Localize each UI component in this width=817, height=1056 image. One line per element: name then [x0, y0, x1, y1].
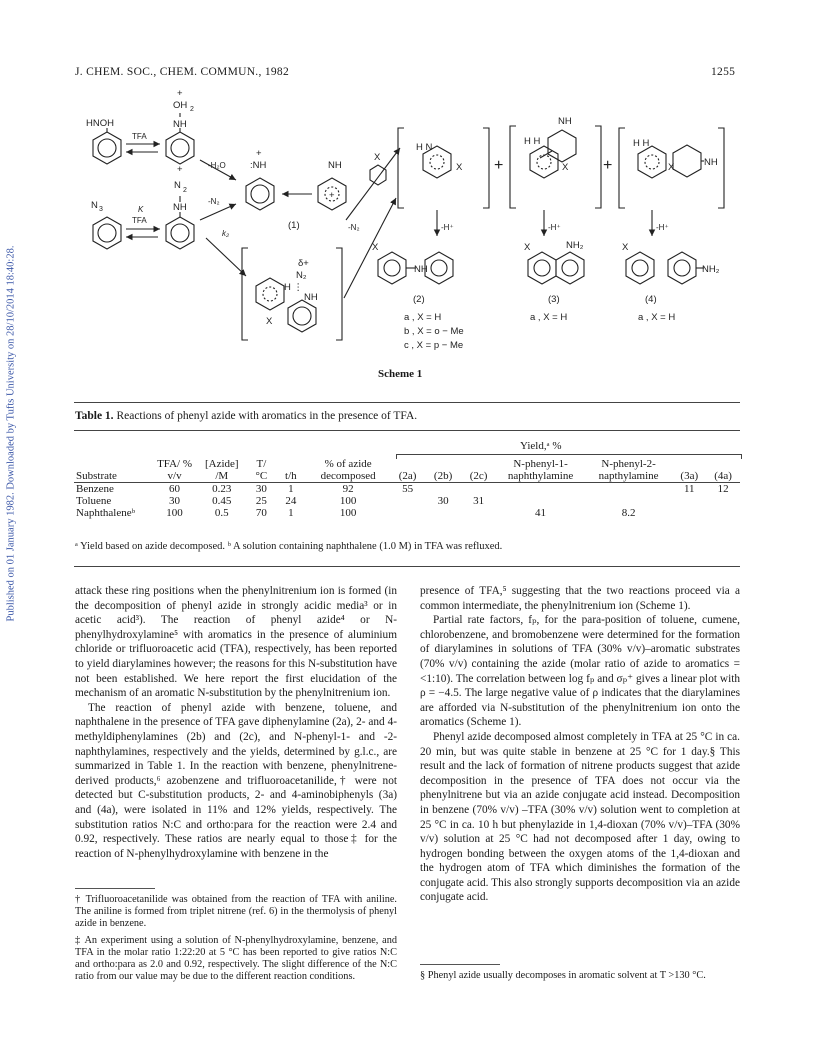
label-x-d: X — [668, 162, 675, 173]
table-cell: 0.45 — [212, 495, 232, 507]
table-cell — [461, 507, 496, 519]
table-row — [74, 495, 740, 507]
ring-ortho-imine — [548, 130, 576, 162]
table-cell: 0.23 — [212, 483, 232, 495]
label-2c: c , X = p − Me — [404, 340, 464, 351]
label-x-a: X — [456, 162, 463, 173]
table-header-rule — [74, 430, 740, 431]
label-nh2-p4: NH₂ — [702, 264, 720, 275]
table-cell — [672, 507, 706, 519]
table-cell — [425, 483, 461, 496]
table-cell: 30 — [169, 495, 181, 507]
label-x-substrate: X — [374, 152, 381, 163]
download-note — [2, 240, 17, 630]
label-compound-2: (2) — [413, 294, 425, 305]
journal-header: J. CHEM. SOC., CHEM. COMMUN., 1982 — [75, 66, 290, 78]
sigma-complex-ring — [256, 278, 284, 310]
label-compound-1: (1) — [288, 220, 300, 231]
col-header: t/h — [285, 470, 297, 482]
footnote-rule — [75, 888, 155, 889]
footnote-right: § Phenyl azide usually decomposes in aromatic solvent at T >130 °C. — [420, 970, 706, 981]
table-top-rule — [74, 402, 740, 403]
product-3-rings — [528, 252, 584, 284]
table-bottom-rule — [74, 566, 740, 567]
label-oh2-charge: + — [177, 88, 183, 99]
download-note-text: Published on 01 January 1982. Downloaded by Tufts University on 28/10/2014 18:40:28. — [5, 245, 17, 622]
label-minus-n2-b: -N₂ — [348, 223, 360, 232]
table-cell — [390, 495, 425, 507]
scheme-labels — [86, 88, 720, 351]
label-x-p3: X — [524, 242, 531, 253]
table-cell — [672, 495, 706, 507]
col-header: (4a) — [714, 470, 732, 482]
table-cell — [425, 507, 461, 519]
label-x-b: X — [266, 316, 273, 327]
table-cell — [585, 495, 673, 507]
label-nh2-p3: NH₂ — [566, 240, 584, 251]
table-caption — [75, 410, 417, 422]
label-n2-sub: 2 — [183, 187, 187, 194]
product-ring-ortho — [530, 146, 558, 178]
benzene-ring-substrate — [370, 165, 386, 185]
scheme-caption: Scheme 1 — [378, 368, 423, 380]
col-header: [Azide] /M — [204, 458, 239, 482]
label-3a: a , X = H — [530, 312, 568, 323]
label-x-p2: X — [372, 242, 379, 253]
paragraph: presence of TFA,⁵ suggesting that the two reactions proceed via a common intermediate, the phenylnitrenium ion (Scheme 1). — [420, 585, 740, 612]
paragraph: attack these ring positions when the phenylnitrenium ion is formed (in the decomposition of phenyl azide in strongly acidic media³ or in acetic acid³). The reaction of phenyl azide⁴ or N-phenylhydroxylamine⁵ with aromatics in the presence of aluminium chloride or trifluoroacetic acid (TFA), respectively, has been reported to yield diarylamines however; the reasons for this N-substitution have not been established. We here report the first elucidation of the mechanism of an aromatic N-substitution by the phenylnitrenium ion. — [75, 585, 397, 700]
scheme-bonds — [107, 113, 704, 268]
label-minus-h2o: -H₂O — [208, 161, 226, 170]
table-cell — [461, 483, 496, 496]
footnote: ‡ An experiment using a solution of N-phenylhydroxylamine, benzene, and TFA in the molar ratio 1:22:20 at 5 °C has been reported to give ratios N:C and ortho:para as 2.0 and 0.92, respectively. The slight difference of the N:C ratio from our value may be due to the different reaction conditions. — [75, 935, 397, 982]
paragraph: Partial rate factors, fₚ, for the para-position of toluene, cumene, chlorobenzene, and bromobenzene were determined for the formation of diarylamines in solutions of TFA (30% v/v)–aromatic substrates (70% v/v) containing the azide (molar ratio of azide to aromatics = <1:10). The correlation between log fₚ and σₚ⁺ gives a linear plot with ρ = −4.5. The large negative value of ρ indicates that the diarylamines are afforded via N-substitution of the phenylnitrenium ion onto the aromatics (Scheme 1). — [420, 614, 740, 729]
label-x-c: X — [562, 162, 569, 173]
label-n3: N — [91, 200, 98, 211]
table-cell: 11 — [683, 483, 695, 495]
reaction-scheme — [78, 88, 738, 370]
label-tfa-2: TFA — [132, 216, 147, 225]
col-header: N-phenyl-1- naphthylamine — [507, 458, 574, 482]
col-header: (2a) — [398, 470, 417, 482]
label-oh2: OH — [173, 100, 188, 111]
col-header: (3a) — [680, 470, 699, 482]
table-cell — [585, 483, 673, 496]
label-4a: a , X = H — [638, 312, 676, 323]
col-header: T/ °C — [255, 458, 268, 482]
table-caption-label: Table 1. — [75, 410, 114, 422]
label-compound-3: (3) — [548, 294, 560, 305]
table-cell: Toluene — [76, 495, 112, 507]
col-header: Substrate — [76, 470, 117, 482]
label-nh-cation: NH — [328, 160, 342, 171]
label-sum-2: + — [603, 157, 613, 174]
label-nitrenium-charge: + — [256, 148, 262, 159]
product-ring-para — [638, 146, 666, 178]
label-nh: NH — [173, 119, 187, 130]
label-minus-h-2: -H⁺ — [548, 223, 561, 232]
label-n2-b: N₂ — [296, 270, 307, 281]
label-oh2-sub: 2 — [190, 106, 194, 113]
table-cell: 100 — [166, 507, 183, 519]
label-n2: N — [174, 180, 181, 191]
table-cell: 8.2 — [621, 507, 636, 519]
table-footnote: ᵃ Yield based on azide decomposed. ᵇ A solution containing naphthalene (1.0 M) in TFA was refluxed. — [75, 541, 503, 552]
table-cell: 60 — [169, 483, 181, 495]
label-n3-sub: 3 — [99, 206, 103, 213]
product-4-rings — [626, 252, 696, 284]
table-cell: 100 — [339, 507, 357, 519]
footnote: † Trifluoroacetanilide was obtained from the reaction of TFA with aniline. The aniline is formed from triplet nitrene (ref. 6) in the thermolysis of phenyl azide in benzene. — [75, 894, 397, 929]
label-k2: k₂ — [222, 229, 230, 238]
benzene-ring-hydroxylamine — [93, 132, 121, 164]
table-cell: 25 — [255, 495, 267, 507]
label-h-dots: H ⋮ — [284, 282, 303, 293]
table-cell: Benzene — [76, 483, 114, 495]
label-2a: a , X = H — [404, 312, 442, 323]
label-nh-top: NH — [558, 116, 572, 127]
label-nh-right: NH — [704, 157, 718, 168]
label-tfa-1: TFA — [132, 132, 147, 141]
col-header: (2c) — [469, 470, 488, 482]
label-h-n: H N — [416, 142, 433, 153]
table-header-row — [74, 458, 740, 483]
table-cell — [706, 495, 740, 507]
col-header: (2b) — [433, 470, 453, 482]
table-cell: 0.5 — [214, 507, 229, 519]
label-nh-p2: NH — [414, 264, 428, 275]
label-sum-1: + — [494, 157, 504, 174]
table-row — [74, 483, 740, 496]
table-row — [74, 507, 740, 519]
label-minus-n2-a: -N₂ — [208, 197, 220, 206]
table-cell: 30 — [255, 483, 267, 495]
label-nitrenium-nh: :NH — [250, 160, 267, 171]
page-number: 1255 — [711, 66, 736, 78]
benzene-ring-n2-nh — [166, 217, 194, 249]
right-column — [420, 584, 740, 905]
results-table — [74, 458, 740, 519]
table-cell — [706, 507, 740, 519]
table-cell: 24 — [285, 495, 297, 507]
table-cell — [390, 507, 425, 519]
yield-header: Yield,ᵃ % — [520, 440, 562, 452]
col-header: N-phenyl-2- napthylamine — [598, 458, 659, 482]
table-cell: 31 — [473, 495, 485, 507]
footnotes-left — [75, 894, 397, 988]
table-caption-text: Reactions of phenyl azide with aromatics in the presence of TFA. — [113, 410, 418, 422]
label-minus-h-1: -H⁺ — [441, 223, 454, 232]
benzene-ring-oh2-nh — [166, 132, 194, 164]
table-cell — [496, 483, 584, 496]
table-cell: 41 — [535, 507, 547, 519]
benzene-ring-azide — [93, 217, 121, 249]
label-nh-2: NH — [173, 202, 187, 213]
label-n2-charge: + — [177, 164, 183, 175]
label-x-p4: X — [622, 242, 629, 253]
table-cell: 70 — [255, 507, 267, 519]
table-cell: 30 — [437, 495, 449, 507]
paragraph: Phenyl azide decomposed almost completely in TFA at 25 °C in ca. 20 min, but was quite stable in benzene at 25 °C for 1 day.§ This result and the lack of formation of nitrene products suggest that azide decomposition in the presence of TFA does not occur via the phenylnitrene but via an azide conjugate acid instead. Decomposition in benzene (70% v/v) –TFA (30% v/v) solution went to completion at 25 °C in ca. 10 h but phenylazide in 1,4-dioxan (70% v/v)–TFA (30% v/v) solution at 25 °C had not decomposed after 1 day, owing to hydrogen bonding between the oxygen atoms of the 1,4-dioxan and the hydrogen atom of TFA which diminishes the formation of the conjugate acid. This also strongly supports decomposition via an azide conjugate acid. — [420, 730, 740, 904]
table-cell — [496, 495, 584, 507]
benzene-ring-sigma-phenyl — [288, 300, 316, 332]
table-cell: Naphthaleneᵇ — [76, 507, 135, 519]
label-delta-plus: δ+ — [298, 258, 309, 269]
table-cell: 12 — [717, 483, 729, 495]
label-compound-4: (4) — [645, 294, 657, 305]
label-ring-charge: + — [329, 190, 335, 201]
label-h-h: H H — [524, 136, 541, 147]
col-header: TFA/ % v/v — [157, 458, 193, 482]
left-column — [75, 584, 397, 861]
ring-para-imine — [673, 145, 701, 177]
label-h-h-2: H H — [633, 138, 650, 149]
table-cell: 1 — [288, 483, 294, 495]
label-2b: b , X = o − Me — [404, 326, 464, 337]
table-cell: 1 — [288, 507, 294, 519]
footnote-rule-right — [420, 964, 500, 965]
label-minus-h-3: -H⁺ — [656, 223, 669, 232]
label-nh-sigma: NH — [304, 292, 318, 303]
table-cell: 92 — [342, 483, 354, 495]
col-header: % of azide decomposed — [320, 458, 376, 482]
label-hnoh: HNOH — [86, 118, 114, 129]
label-k: K — [138, 205, 144, 214]
paragraph: The reaction of phenyl azide with benzene, toluene, and naphthalene in the presence of TFA gave diphenylamine (2a), 2- and 4-methyldiphenylamines (2b) and (2c), and N-phenyl-1- and -2-naphthylamines, respectively and the yields, determined by g.l.c., are summarized in Table 1. In the reaction with benzene, phenylnitrene-derived products,⁶ azobenzene and trifluoroacetanilide,† were not detected but C-substitution products, 2- and 4-aminobiphenyls (3a) and (4a), were isolated in 11% and 12% yields, respectively. The substitution ratios N:C and ortho:para for the reaction were 2.4 and 0.92, respectively. These ratios are nearly equal to those‡ for the reaction of N-phenylhydroxylamine with benzene in the — [75, 701, 397, 860]
benzene-ring-nitrenium — [246, 178, 274, 210]
table-cell: 55 — [402, 483, 414, 495]
table-cell: 100 — [339, 495, 357, 507]
